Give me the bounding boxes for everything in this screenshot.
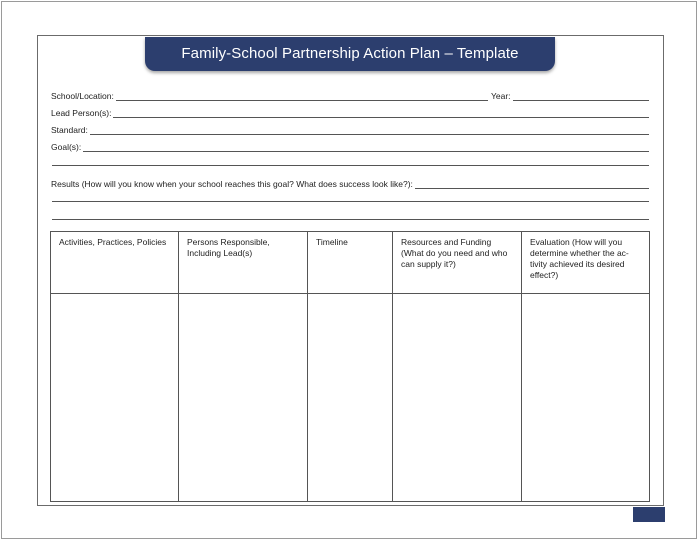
school-location-field[interactable] xyxy=(51,89,488,101)
table-row xyxy=(51,294,650,502)
header-persons-responsible: Persons Responsible, Including Lead(s) xyxy=(179,232,308,294)
resources-funding-cell[interactable] xyxy=(393,294,522,502)
lead-persons-field[interactable] xyxy=(51,106,649,118)
year-field[interactable] xyxy=(491,89,649,101)
goals-extra-line[interactable] xyxy=(52,165,649,166)
goals-line[interactable] xyxy=(83,142,649,152)
header-resources-funding: Resources and Funding (What do you need and who can supply it?) xyxy=(393,232,522,294)
activities-cell[interactable] xyxy=(51,294,179,502)
goals-field[interactable] xyxy=(51,140,649,152)
table-header-row xyxy=(51,232,650,294)
results-line[interactable] xyxy=(415,179,649,189)
standard-label: Standard: xyxy=(51,125,88,135)
results-extra-line-1[interactable] xyxy=(52,201,649,202)
results-field[interactable] xyxy=(51,177,649,189)
header-timeline: Timeline xyxy=(308,232,393,294)
results-extra-line-2[interactable] xyxy=(52,219,649,220)
timeline-cell[interactable] xyxy=(308,294,393,502)
year-line[interactable] xyxy=(513,91,649,101)
year-label: Year: xyxy=(491,91,511,101)
header-evaluation: Evaluation (How will you determine whether the ac- tivity achieved its desired effect?) xyxy=(522,232,650,294)
lead-persons-label: Lead Person(s): xyxy=(51,108,112,118)
results-label: Results (How will you know when your school reaches this goal? What does success look like?): xyxy=(51,179,413,189)
school-location-line[interactable] xyxy=(116,91,488,101)
evaluation-cell[interactable] xyxy=(522,294,650,502)
school-location-label: School/Location: xyxy=(51,91,114,101)
goals-label: Goal(s): xyxy=(51,142,82,152)
page-title: Family-School Partnership Action Plan – Template xyxy=(145,37,555,71)
corner-accent-block xyxy=(633,507,665,522)
standard-field[interactable] xyxy=(51,123,649,135)
header-activities: Activities, Practices, Policies xyxy=(51,232,179,294)
standard-line[interactable] xyxy=(90,125,649,135)
action-plan-table xyxy=(50,231,650,502)
lead-persons-line[interactable] xyxy=(113,108,649,118)
persons-responsible-cell[interactable] xyxy=(179,294,308,502)
